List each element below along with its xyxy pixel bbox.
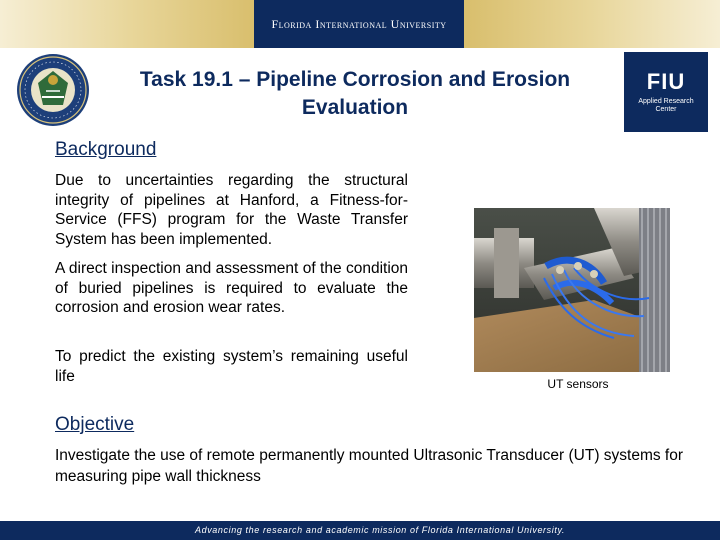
background-paragraph-2: A direct inspection and assessment of the condition of buried pipelines is required to evaluate the corrosion and erosion wear rates. <box>55 260 408 316</box>
university-banner <box>254 0 464 48</box>
doe-seal-icon <box>16 53 90 127</box>
objective-heading: Objective <box>55 414 135 435</box>
footer-bar <box>0 521 720 540</box>
background-paragraph-1: Due to uncertainties regarding the structural integrity of pipelines at Hanford, a Fitness-for-Service (FFS) program for the Waste Transfer System has been implemented. <box>55 172 408 248</box>
fiu-arc-logo <box>624 52 708 132</box>
objective-text: Investigate the use of remote permanently mounted Ultrasonic Transducer (UT) systems for measuring pipe wall thickness <box>55 447 684 485</box>
slide-title-line2: Evaluation <box>301 96 409 119</box>
footer-text: Advancing the research and academic mission of Florida International University. <box>195 525 565 535</box>
arc-logo-line1: Applied Research <box>638 98 694 105</box>
ut-sensors-photo <box>474 208 670 372</box>
background-paragraph-3: To predict the existing system’s remaining useful life <box>55 348 408 385</box>
slide-title <box>100 66 610 122</box>
fiu-logo-text: FIU <box>646 69 686 94</box>
banner-text: Florida International University <box>271 16 447 31</box>
background-heading: Background <box>55 139 157 160</box>
slide-title-line1: Task 19.1 – Pipeline Corrosion and Erosion <box>139 68 571 91</box>
photo-caption: UT sensors <box>547 377 609 391</box>
arc-logo-line2: Center <box>655 106 677 113</box>
